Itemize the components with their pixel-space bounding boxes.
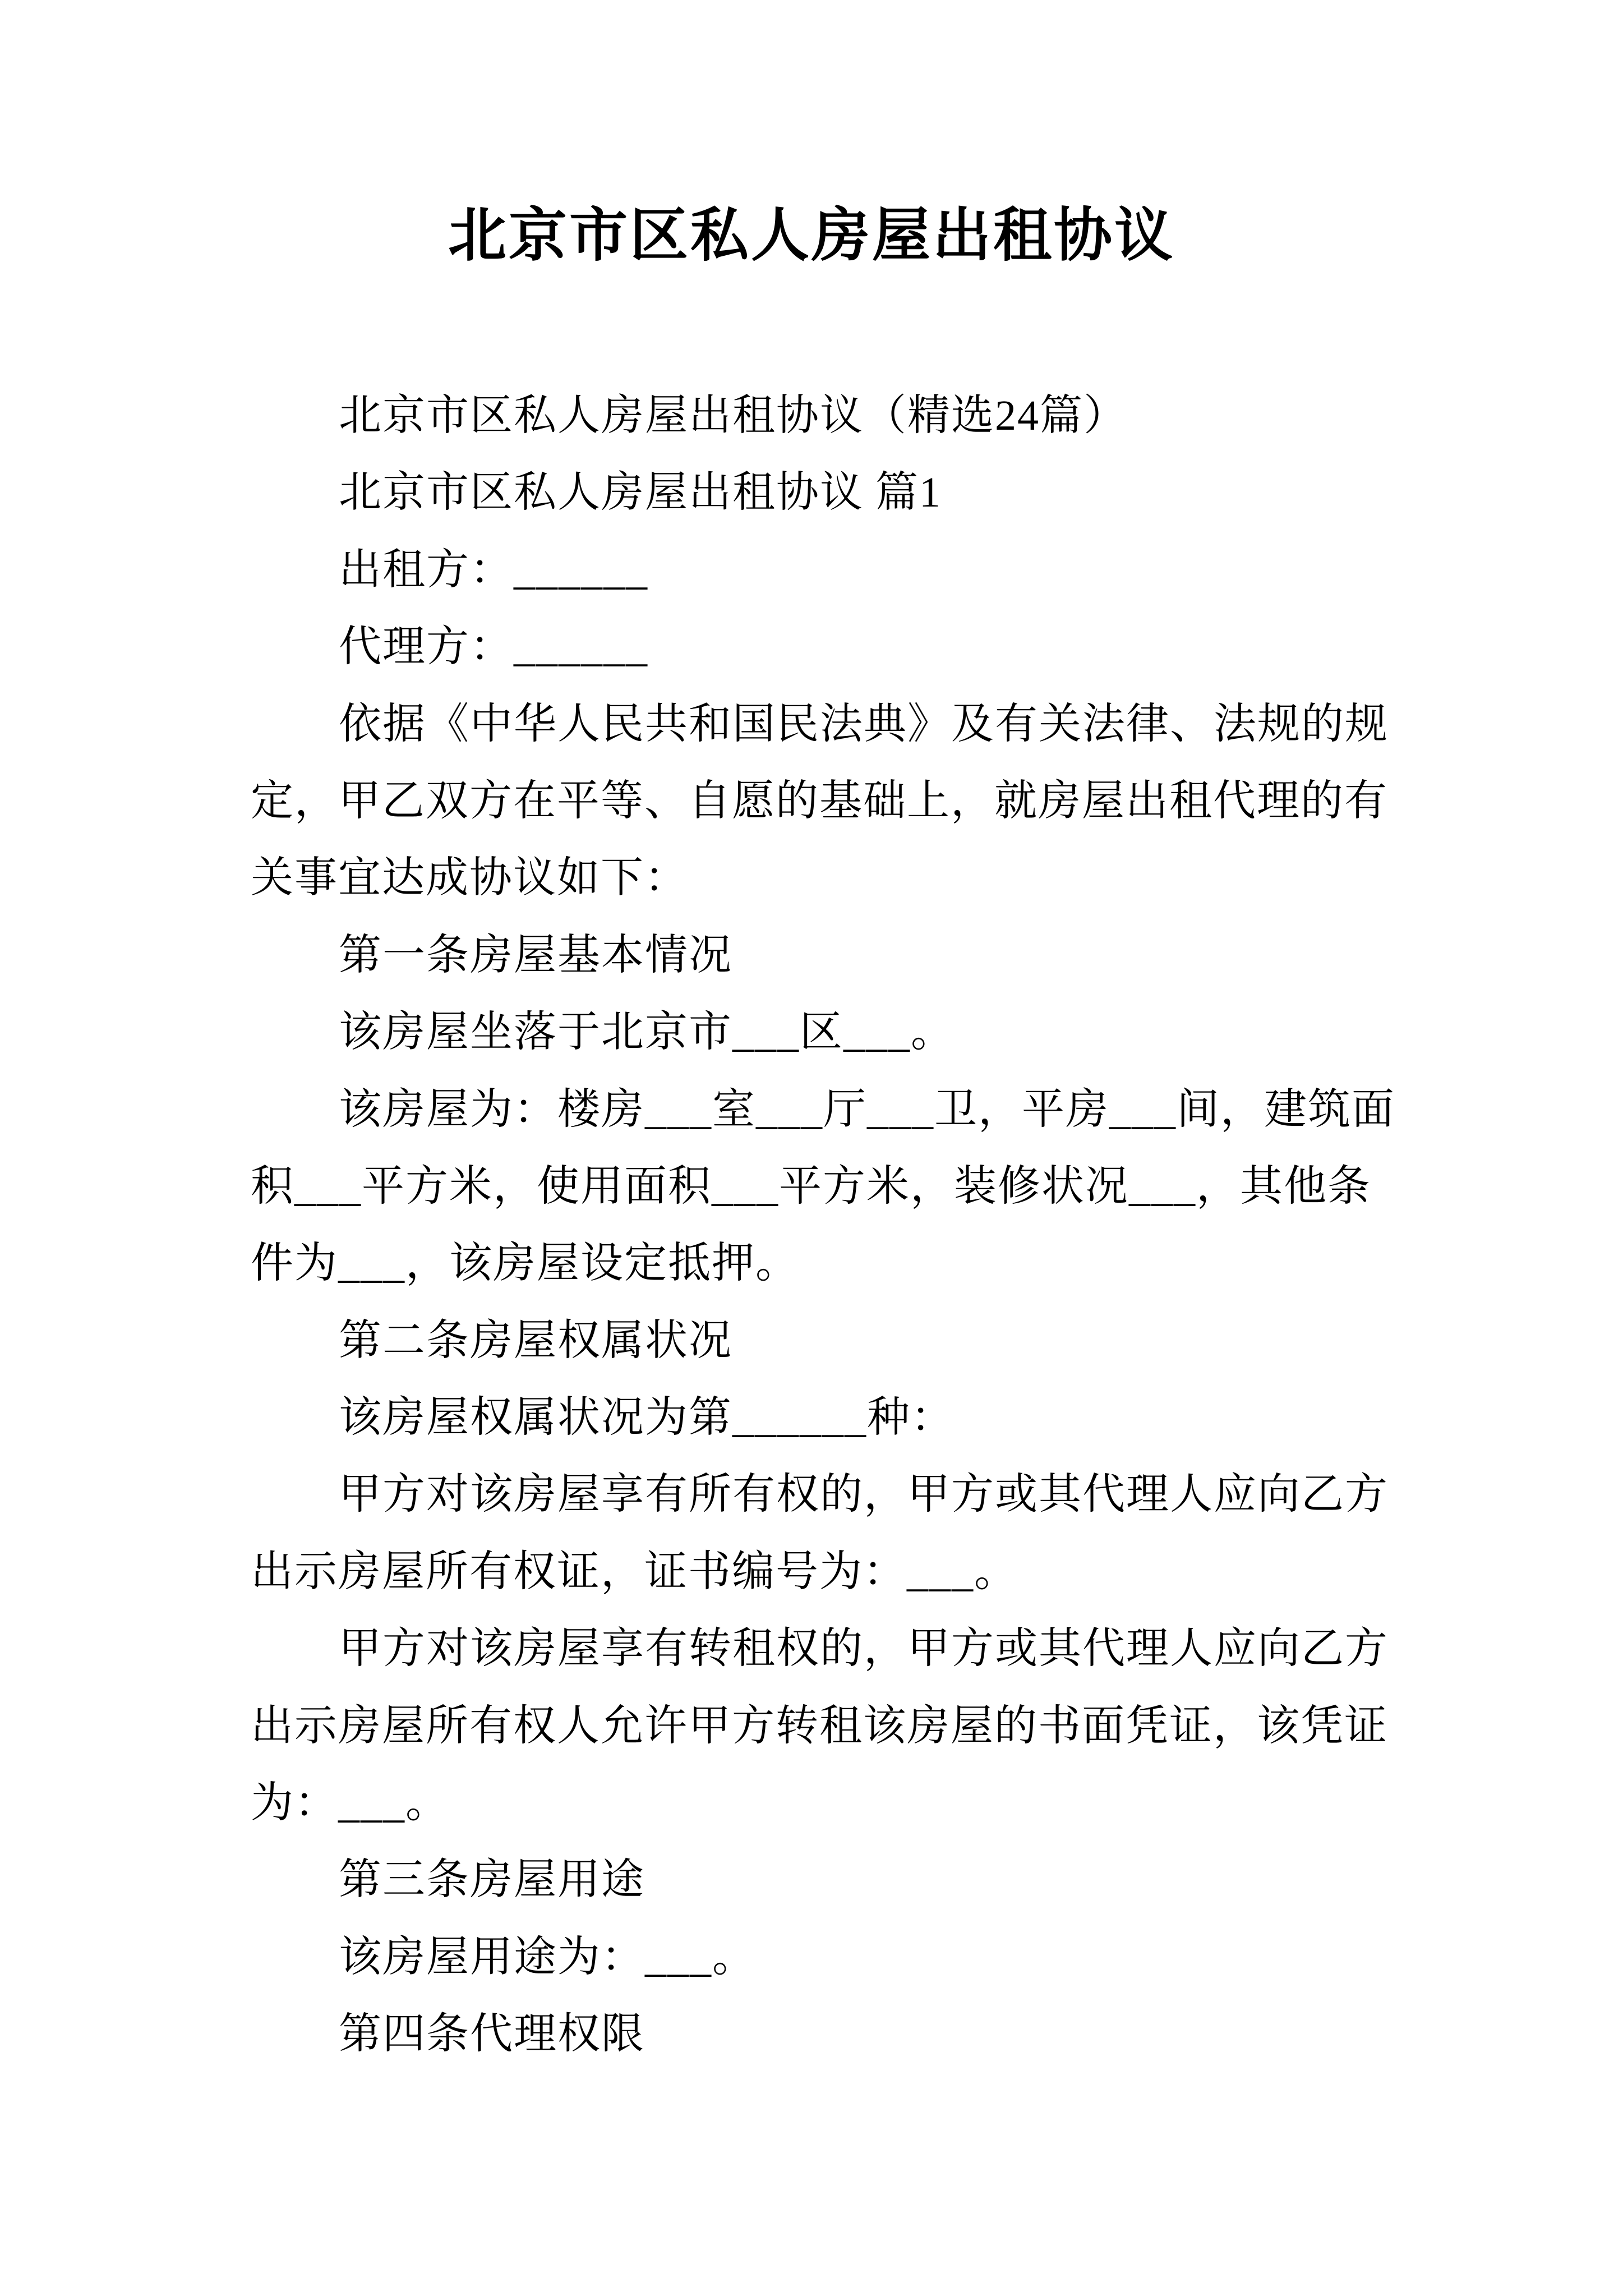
paragraph-line: 代理方：______ [339, 623, 648, 671]
paragraph-line: 为：___。 [251, 1779, 449, 1827]
paragraph-line: 该房屋用途为：___。 [339, 1933, 756, 1981]
body-paragraph [251, 1919, 1456, 1996]
body-paragraph [251, 994, 1456, 1071]
paragraph-line: 甲方对该房屋享有转租权的，甲方或其代理人应向乙方 [339, 1625, 1389, 1673]
body-paragraph [251, 1611, 1456, 1842]
paragraph-line: 定，甲乙双方在平等、自愿的基础上，就房屋出租代理的有 [251, 777, 1388, 825]
paragraph-line: 出租方：______ [339, 546, 648, 593]
preamble-paragraph [251, 686, 1456, 917]
paragraph-line: 该房屋权属状况为第______种： [339, 1394, 955, 1442]
paragraph-line: 第二条房屋权属状况 [339, 1317, 732, 1364]
document-subtitle [251, 378, 1456, 454]
section-heading [251, 917, 1456, 994]
paragraph-line: 第一条房屋基本情况 [339, 931, 732, 979]
document-body [251, 378, 1456, 2073]
paragraph-line: 出示房屋所有权证，证书编号为：___。 [251, 1548, 1018, 1595]
paragraph-line: 该房屋为：楼房___室___厅___卫，平房___间，建筑面 [339, 1085, 1395, 1133]
lessor-field [251, 532, 1456, 609]
paragraph-line: 甲方对该房屋享有所有权的，甲方或其代理人应向乙方 [339, 1471, 1389, 1519]
body-paragraph [251, 1379, 1456, 1456]
paragraph-line: 该房屋坐落于北京市___区___。 [339, 1009, 955, 1056]
section-heading [251, 1842, 1456, 1918]
agent-field [251, 609, 1456, 685]
article-heading [251, 454, 1456, 531]
body-paragraph [251, 1071, 1456, 1303]
paragraph-line: 北京市区私人房屋出租协议（精选24篇） [339, 392, 1127, 439]
paragraph-line: 积___平方米，使用面积___平方米，装修状况___，其他条 [251, 1162, 1371, 1210]
section-heading [251, 1996, 1456, 2073]
paragraph-line: 第四条代理权限 [339, 2010, 645, 2058]
section-heading [251, 1303, 1456, 1379]
paragraph-line: 依据《中华人民共和国民法典》及有关法律、法规的规 [339, 700, 1389, 748]
paragraph-line: 出示房屋所有权人允许甲方转租该房屋的书面凭证，该凭证 [251, 1702, 1388, 1750]
body-paragraph [251, 1456, 1456, 1611]
paragraph-line: 第三条房屋用途 [339, 1856, 645, 1904]
paragraph-line: 件为___，该房屋设定抵押。 [251, 1240, 799, 1287]
paragraph-line: 关事宜达成协议如下： [251, 854, 688, 902]
document-title: 北京市区私人房屋出租协议 [448, 204, 1175, 268]
paragraph-line: 北京市区私人房屋出租协议 篇1 [339, 469, 942, 517]
